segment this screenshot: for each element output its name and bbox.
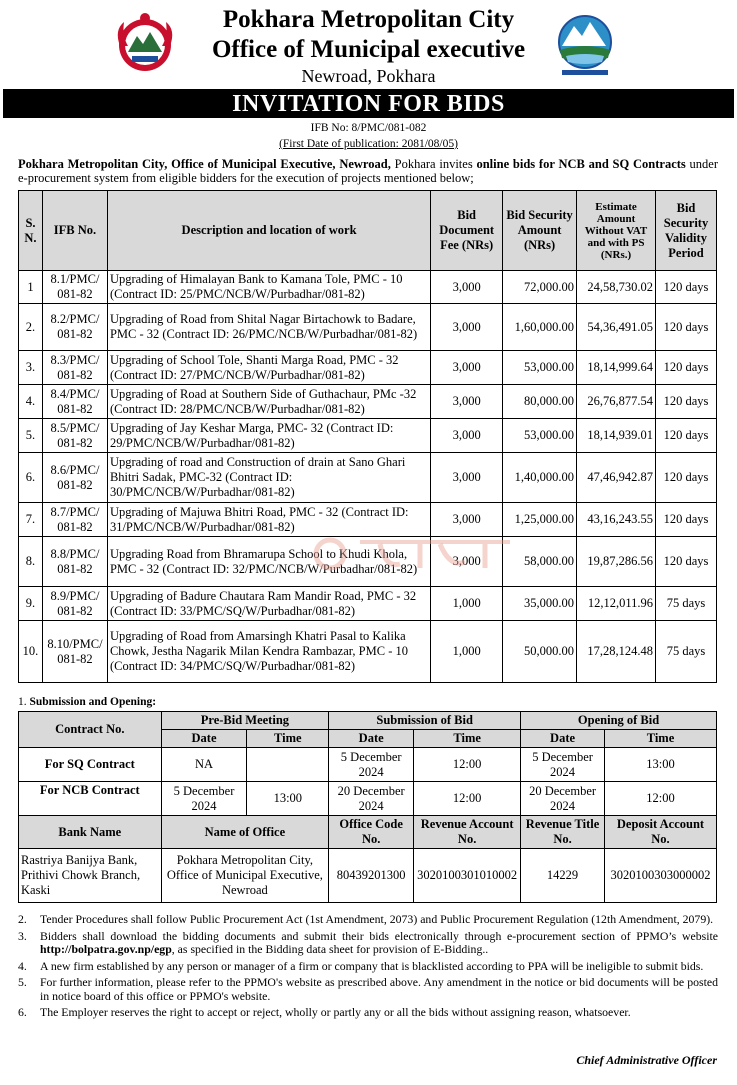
first-publication-date: (First Date of publication: 2081/08/05) [279,138,458,150]
cell-ifb: 8.4/PMC/ 081-82 [42,385,107,419]
pre-bid-header: Pre-Bid Meeting [161,712,329,730]
cell-validity: 75 days [656,621,717,683]
cell-description: Upgrading of Road from Amarsingh Khatri Pasal to Kalika Chowk, Jestha Nagarik Milan Kendra Rambazar, PMC - 10 (Contract ID: 34/PMC/SQ/W/Purbadhar/081-82) [107,621,430,683]
col-header-fee: Bid Document Fee (NRs) [431,191,503,271]
note-item [18,1006,718,1020]
revenue-title: 14229 [521,849,605,903]
note-item [18,976,718,1003]
cell-security: 58,000.00 [503,537,577,587]
cell-validity: 120 days [656,503,717,537]
intro-bold-org: Pokhara Metropolitan City, Office of Municipal Executive, Newroad, [18,157,391,171]
cell-ifb: 8.2/PMC/ 081-82 [42,304,107,351]
date-header: Date [161,730,247,748]
col-header-ifb: IFB No. [42,191,107,271]
cell-fee: 1,000 [431,621,503,683]
watermark-logo-icon [300,534,520,574]
submission-heading [18,696,156,708]
cell-description: Upgrading of Road at Southern Side of Guthachaur, PMc -32 (Contract ID: 28/PMC/NCB/W/Purbadhar/081-82) [107,385,430,419]
ncb-label: For NCB Contract [19,782,162,816]
cell-ifb: 8.9/PMC/ 081-82 [42,587,107,621]
cell-estimate: 26,76,877.54 [577,385,656,419]
cell-estimate: 19,87,286.56 [577,537,656,587]
note-number: 4. [18,958,27,973]
notes-list [18,913,718,1023]
cell-description: Upgrading of Majuwa Bhitri Road, PMC - 32 (Contract ID: 31/PMC/NCB/W/Purbadhar/081-82) [107,503,430,537]
intro-bold-contracts: online bids for NCB and SQ Contracts [476,157,686,171]
cell-estimate: 54,36,491.05 [577,304,656,351]
table-row [19,503,717,537]
cell-sn: 6. [19,453,43,503]
date-header: Date [521,730,605,748]
cell-description: Upgrading of Himalayan Bank to Kamana Tole, PMC - 10 (Contract ID: 25/PMC/NCB/W/Purbadhar/081-82) [107,271,430,304]
cell-validity: 120 days [656,304,717,351]
sq-open-date: 5 December 2024 [521,748,605,782]
letterhead [0,0,737,88]
sq-label: For SQ Contract [19,748,162,782]
intro-text-tail: under e-procurement system from eligible bidders for the execution of projects mentioned below; [18,157,719,185]
bank-name-header: Bank Name [19,816,162,849]
contract-no-header: Contract No. [19,712,162,748]
cell-fee: 3,000 [431,503,503,537]
cell-validity: 120 days [656,271,717,304]
note-text: For further information, please refer to the PPMO's website as prescribed above. Any amendment in the notice or bid documents will be posted in notice board of this office or PPMO's website. [40,975,718,1003]
cell-security: 53,000.00 [503,351,577,385]
time-header: Time [604,730,716,748]
cell-ifb: 8.10/PMC/ 081-82 [42,621,107,683]
deposit-account-header: Deposit Account No. [604,816,716,849]
cell-fee: 3,000 [431,385,503,419]
cell-estimate: 18,14,939.01 [577,419,656,453]
note-number: 5. [18,975,27,989]
col-header-validity: Bid Security Validity Period [656,191,717,271]
deposit-account: 3020100303000002 [604,849,716,903]
cell-estimate: 24,58,730.02 [577,271,656,304]
ncb-open-date: 20 December 2024 [521,782,605,816]
note-text: A new firm established by any person or manager of a firm or company that is blacklisted according to PPA will be ineligible to submit bids. [40,958,704,973]
cell-fee: 3,000 [431,419,503,453]
cell-description: Upgrading of road and Construction of drain at Sano Ghari Bhitri Sadak, PMC-32 (Contract ID: 30/PMC/NCB/W/Purbadhar/081-82) [107,453,430,503]
cell-sn: 4. [19,385,43,419]
cell-fee: 3,000 [431,453,503,503]
ncb-pre-date: 5 December 2024 [161,782,247,816]
signature: Chief Administrative Officer [576,1053,717,1067]
sq-contract-row [19,748,717,782]
cell-validity: 120 days [656,453,717,503]
sq-pre-date: NA [161,748,247,782]
cell-estimate: 47,46,942.87 [577,453,656,503]
sq-sub-time: 12:00 [414,748,521,782]
note-item [18,913,718,927]
sq-open-time: 13:00 [604,748,716,782]
cell-ifb: 8.3/PMC/ 081-82 [42,351,107,385]
revenue-title-header: Revenue Title No. [521,816,605,849]
cell-fee: 3,000 [431,271,503,304]
intro-paragraph [18,157,718,185]
note-text: Bidders shall download the bidding documents and submit their bids electronically through e-procurement section of PPMO’s website [40,928,718,943]
ncb-contract-row [19,782,717,816]
submission-number: 1. [18,696,27,708]
cell-sn: 2. [19,304,43,351]
cell-ifb: 8.5/PMC/ 081-82 [42,419,107,453]
cell-description: Upgrading of Jay Keshar Marga, PMC- 32 (Contract ID: 29/PMC/NCB/W/Purbadhar/081-82) [107,419,430,453]
note-text: Tender Procedures shall follow Public Procurement Act (1st Amendment, 2073) and Public Procurement Regulation (12th Amendment, 2079). [40,912,714,926]
note-text-tail: , as specified in the Bidding data sheet for provision of E-Bidding.. [171,942,489,956]
cell-security: 50,000.00 [503,621,577,683]
note-text: The Employer reserves the right to accept or reject, wholly or partly any or all the bids without assigning reason, whatsoever. [40,1005,631,1019]
table-row [19,453,717,503]
cell-sn: 8. [19,537,43,587]
cell-sn: 3. [19,351,43,385]
ncb-sub-date: 20 December 2024 [329,782,414,816]
revenue-account: 3020100301010002 [414,849,521,903]
bids-table [18,190,717,683]
cell-description: Upgrading of Road from Shital Nagar Birtachowk to Badare, PMC - 32 (Contract ID: 26/PMC/NCB/W/Purbadhar/081-82) [107,304,430,351]
office-name-header: Name of Office [161,816,329,849]
cell-validity: 120 days [656,351,717,385]
sq-sub-date: 5 December 2024 [329,748,414,782]
office-address: Newroad, Pokhara [301,66,436,86]
notice-banner: INVITATION FOR BIDS [3,89,734,118]
cell-description: Upgrading of Badure Chautara Ram Mandir Road, PMC - 32 (Contract ID: 33/PMC/SQ/W/Purbadhar/081-82) [107,587,430,621]
cell-sn: 10. [19,621,43,683]
office-code-header: Office Code No. [329,816,414,849]
cell-ifb: 8.6/PMC/ 081-82 [42,453,107,503]
cell-validity: 120 days [656,419,717,453]
time-header: Time [414,730,521,748]
cell-ifb: 8.1/PMC/ 081-82 [42,271,107,304]
note-number: 2. [18,912,27,926]
table-row [19,621,717,683]
cell-fee: 3,000 [431,537,503,587]
cell-sn: 5. [19,419,43,453]
cell-sn: 7. [19,503,43,537]
cell-security: 1,40,000.00 [503,453,577,503]
cell-estimate: 18,14,999.64 [577,351,656,385]
submission-title: Submission and Opening: [29,696,157,708]
table-row [19,385,717,419]
sq-pre-time [247,748,329,782]
cell-validity: 120 days [656,385,717,419]
bank-row [19,849,717,903]
office-code: 80439201300 [329,849,414,903]
note-item [18,960,718,974]
col-header-security: Bid Security Amount (NRs) [503,191,577,271]
cell-security: 80,000.00 [503,385,577,419]
time-header: Time [247,730,329,748]
cell-sn: 1 [19,271,43,304]
submission-table [18,711,717,903]
cell-ifb: 8.7/PMC/ 081-82 [42,503,107,537]
intro-text: Pokhara invites [390,157,477,171]
col-header-estimate: Estimate Amount Without VAT and with PS (NRs.) [577,191,656,271]
office-title: Office of Municipal executive [211,36,526,63]
table-row [19,419,717,453]
table-row [19,587,717,621]
revenue-account-header: Revenue Account No. [414,816,521,849]
cell-description: Upgrading Road from Bhramarupa School to Khudi Khola, PMC - 32 (Contract ID: 32/PMC/NCB/W/Purbadhar/081-82) [107,537,430,587]
table-row [19,351,717,385]
cell-security: 72,000.00 [503,271,577,304]
org-title: Pokhara Metropolitan City [222,6,515,33]
ncb-pre-time: 13:00 [247,782,329,816]
cell-sn: 9. [19,587,43,621]
note-number: 3. [18,928,27,943]
cell-validity: 75 days [656,587,717,621]
cell-estimate: 17,28,124.48 [577,621,656,683]
ncb-sub-time: 12:00 [414,782,521,816]
note-item [18,930,718,957]
cell-estimate: 43,16,243.55 [577,503,656,537]
cell-fee: 1,000 [431,587,503,621]
date-header: Date [329,730,414,748]
cell-fee: 3,000 [431,351,503,385]
submission-of-bid-header: Submission of Bid [329,712,521,730]
table-row [19,271,717,304]
opening-of-bid-header: Opening of Bid [521,712,717,730]
cell-fee: 3,000 [431,304,503,351]
bank-name: Rastriya Banijya Bank, Prithivi Chowk Branch, Kaski [19,849,162,903]
cell-security: 35,000.00 [503,587,577,621]
cell-description: Upgrading of School Tole, Shanti Marga Road, PMC - 32 (Contract ID: 27/PMC/NCB/W/Purbadhar/081-82) [107,351,430,385]
ncb-open-time: 12:00 [604,782,716,816]
cell-estimate: 12,12,011.96 [577,587,656,621]
col-header-sn: S. N. [19,191,43,271]
col-header-description: Description and location of work [107,191,430,271]
bolpatra-link[interactable]: http://bolpatra.gov.np/egp [40,942,172,956]
cell-security: 1,60,000.00 [503,304,577,351]
note-number: 6. [18,1005,27,1019]
cell-security: 1,25,000.00 [503,503,577,537]
cell-security: 53,000.00 [503,419,577,453]
ifb-number: IFB No: 8/PMC/081-082 [310,122,427,134]
table-row [19,304,717,351]
cell-validity: 120 days [656,537,717,587]
office-name: Pokhara Metropolitan City, Office of Municipal Executive, Newroad [161,849,329,903]
cell-ifb: 8.8/PMC/ 081-82 [42,537,107,587]
